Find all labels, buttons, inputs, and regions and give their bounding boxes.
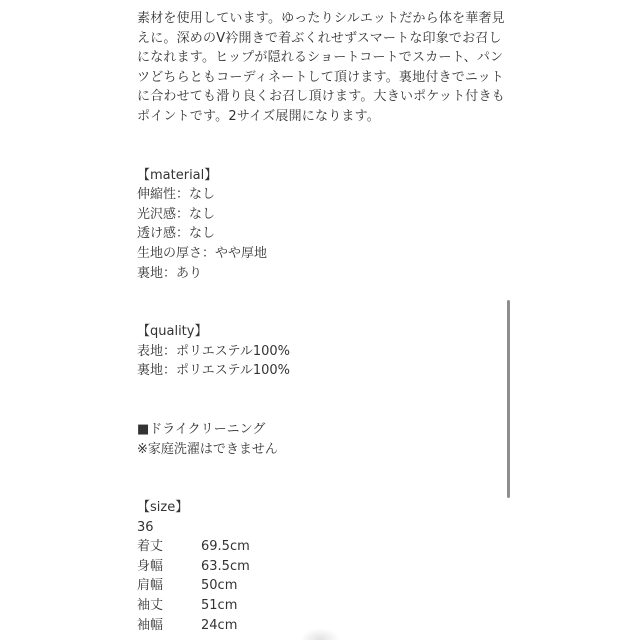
size-section (137, 498, 507, 635)
material-item: 伸縮性：なし (137, 187, 216, 203)
description-line: になれます。ヒップが隠れるショートコートでスカート、パン (137, 50, 504, 66)
size-heading: 【size】 (137, 500, 189, 516)
quality-item: 裏地：ポリエステル100% (137, 363, 290, 379)
description-line: 素材を使用しています。ゆったりシルエットだから体を華奢見 (137, 11, 505, 26)
size-value: 50cm (201, 578, 238, 594)
product-description-panel (130, 0, 510, 640)
spacer (137, 283, 507, 322)
size-row (137, 576, 507, 596)
description-line: えに。深めのV衿開きで着ぶくれせずスマートな印象でお召し (137, 30, 502, 46)
size-row (137, 537, 507, 557)
spacer (137, 381, 507, 420)
material-item: 裏地：あり (137, 265, 203, 281)
description-line: に合わせても滑り良くお召し頂けます。大きいポケット付きも (137, 89, 505, 105)
material-item: 生地の厚さ：やや厚地 (137, 245, 268, 261)
description-line: ポイントです。2サイズ展開になります。 (137, 108, 380, 124)
size-label: 着丈 (137, 539, 164, 555)
size-value: 63.5cm (201, 558, 250, 574)
spacer (137, 127, 507, 166)
size-label: 袖幅 (137, 617, 164, 633)
material-item: 透け感：なし (137, 226, 216, 242)
size-label: 身幅 (137, 558, 164, 574)
size-row (137, 596, 507, 616)
quality-heading: 【quality】 (137, 324, 208, 340)
care-section (137, 420, 507, 459)
material-section (137, 166, 507, 284)
size-value: 24cm (201, 617, 238, 633)
size-name: 36 (137, 519, 154, 535)
size-value: 51cm (201, 598, 238, 614)
product-description-text (137, 9, 507, 635)
care-item: ■ドライクリーニング (137, 421, 266, 437)
description-paragraph (137, 9, 507, 127)
quality-section (137, 322, 507, 381)
description-line: ツどちらともコーディネートして頂けます。裏地付きでニット (137, 69, 505, 85)
scrollbar-thumb[interactable] (507, 300, 510, 498)
material-item: 光沢感：なし (137, 206, 216, 222)
size-label: 袖丈 (137, 598, 164, 614)
size-label: 肩幅 (137, 578, 164, 594)
spacer (137, 459, 507, 498)
care-item: ※家庭洗濯はできません (137, 441, 278, 457)
quality-item: 表地：ポリエステル100% (137, 343, 290, 359)
size-row (137, 557, 507, 577)
size-value: 69.5cm (201, 539, 250, 555)
material-heading: 【material】 (137, 167, 218, 183)
